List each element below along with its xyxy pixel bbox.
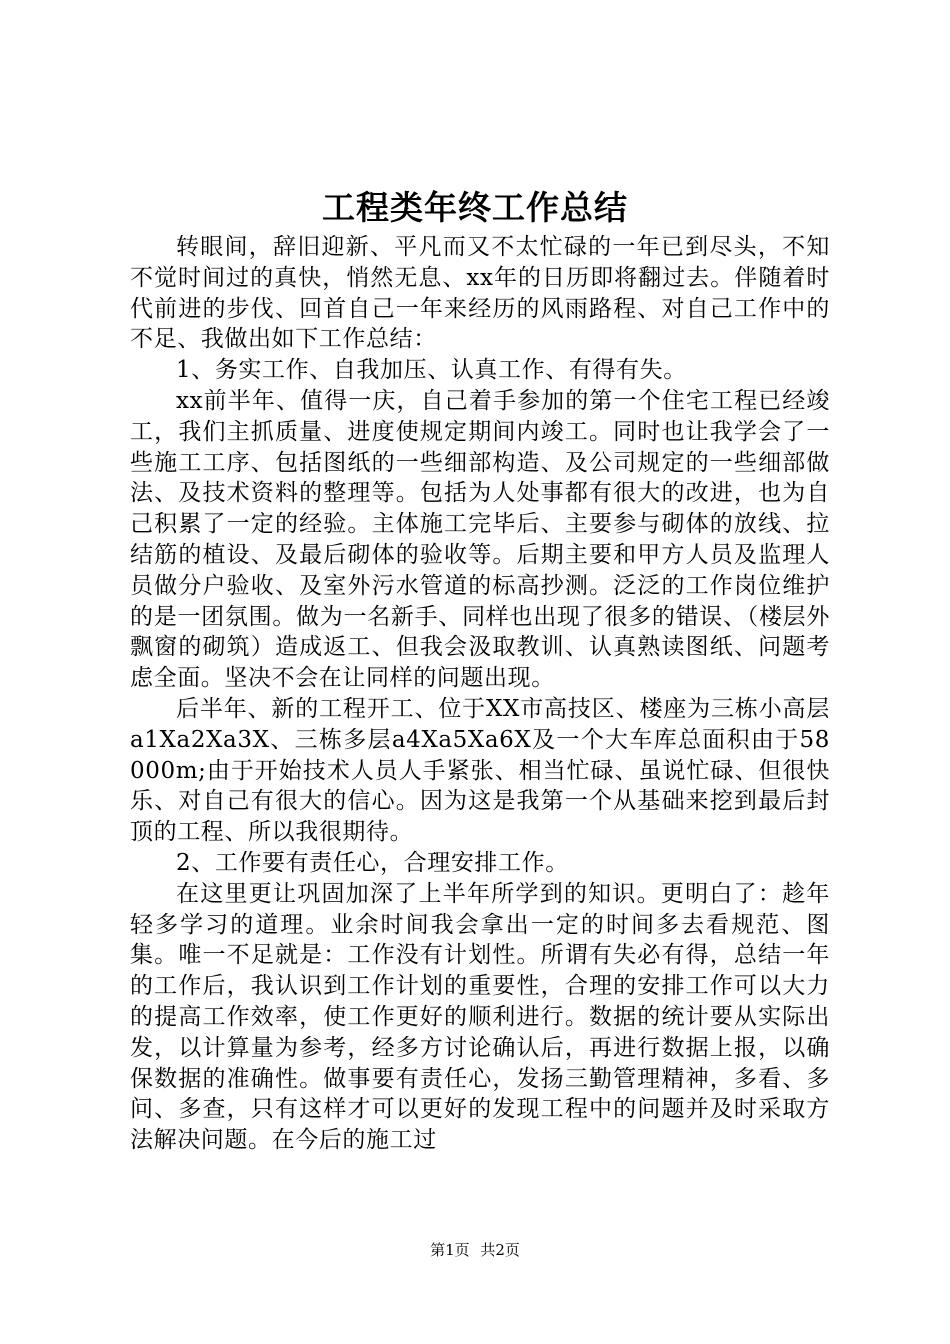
page-footer xyxy=(0,1239,950,1261)
document-body xyxy=(130,232,830,1156)
paragraph-second-half: 后半年、新的工程开工、位于XX市高技区、楼座为三栋小高层a1Xa2Xa3X、三栋多层a4Xa5Xa6X及一个大车库总面积由于58000m;由于开始技术人员人手紧张、相当忙碌、虽说忙碌、但很快乐、对自己有很大的信心。因为这是我第一个从基础来挖到最后封顶的工程、所以我很期待。 xyxy=(130,695,830,846)
paragraph-first-half: xx前半年、值得一庆，自己着手参加的第一个住宅工程已经竣工，我们主抓质量、进度使规定期间内竣工。同时也让我学会了一些施工工序、包括图纸的一些细部构造、及公司规定的一些细部做法、及技术资料的整理等。包括为人处事都有很大的改进，也为自己积累了一定的经验。主体施工完毕后、主要参与砌体的放线、拉结筋的植设、及最后砌体的验收等。后期主要和甲方人员及监理人员做分户验收、及室外污水管道的标高抄测。泛泛的工作岗位维护的是一团氛围。做为一名新手、同样也出现了很多的错误、（楼层外飘窗的砌筑）造成返工、但我会汲取教训、认真熟读图纸、问题考虑全面。坚决不会在让同样的问题出现。 xyxy=(130,387,830,692)
document-title: 工程类年终工作总结 xyxy=(322,188,628,227)
paragraph-responsibility: 在这里更让巩固加深了上半年所学到的知识。更明白了：趁年轻多学习的道理。业余时间我会拿出一定的时间多去看规范、图集。唯一不足就是：工作没有计划性。所谓有失必有得，总结一年的工作后，我认识到工作计划的重要性，合理的安排工作可以大力的提高工作效率，使工作更好的顺利进行。数据的统计要从实际出发，以计算量为参考，经多方讨论确认后，再进行数据上报，以确保数据的准确性。做事要有责任心，发扬三勤管理精神，多看、多问、多查，只有这样才可以更好的发现工程中的问题并及时采取方法解决问题。在今后的施工过 xyxy=(130,880,830,1154)
paragraph-intro: 转眼间，辞旧迎新、平凡而又不太忙碌的一年已到尽头，不知不觉时间过的真快，悄然无息、xx年的日历即将翻过去。伴随着时代前进的步伐、回首自己一年来经历的风雨路程、对自己工作中的不足、我做出如下工作总结： xyxy=(130,234,830,353)
page-number: 第1页 xyxy=(430,1241,470,1259)
section-heading-2: 2、工作要有责任心，合理安排工作。 xyxy=(176,849,569,876)
section-heading-1: 1、务实工作、自我加压、认真工作、有得有失。 xyxy=(176,357,687,384)
page-total: 共2页 xyxy=(480,1241,520,1259)
